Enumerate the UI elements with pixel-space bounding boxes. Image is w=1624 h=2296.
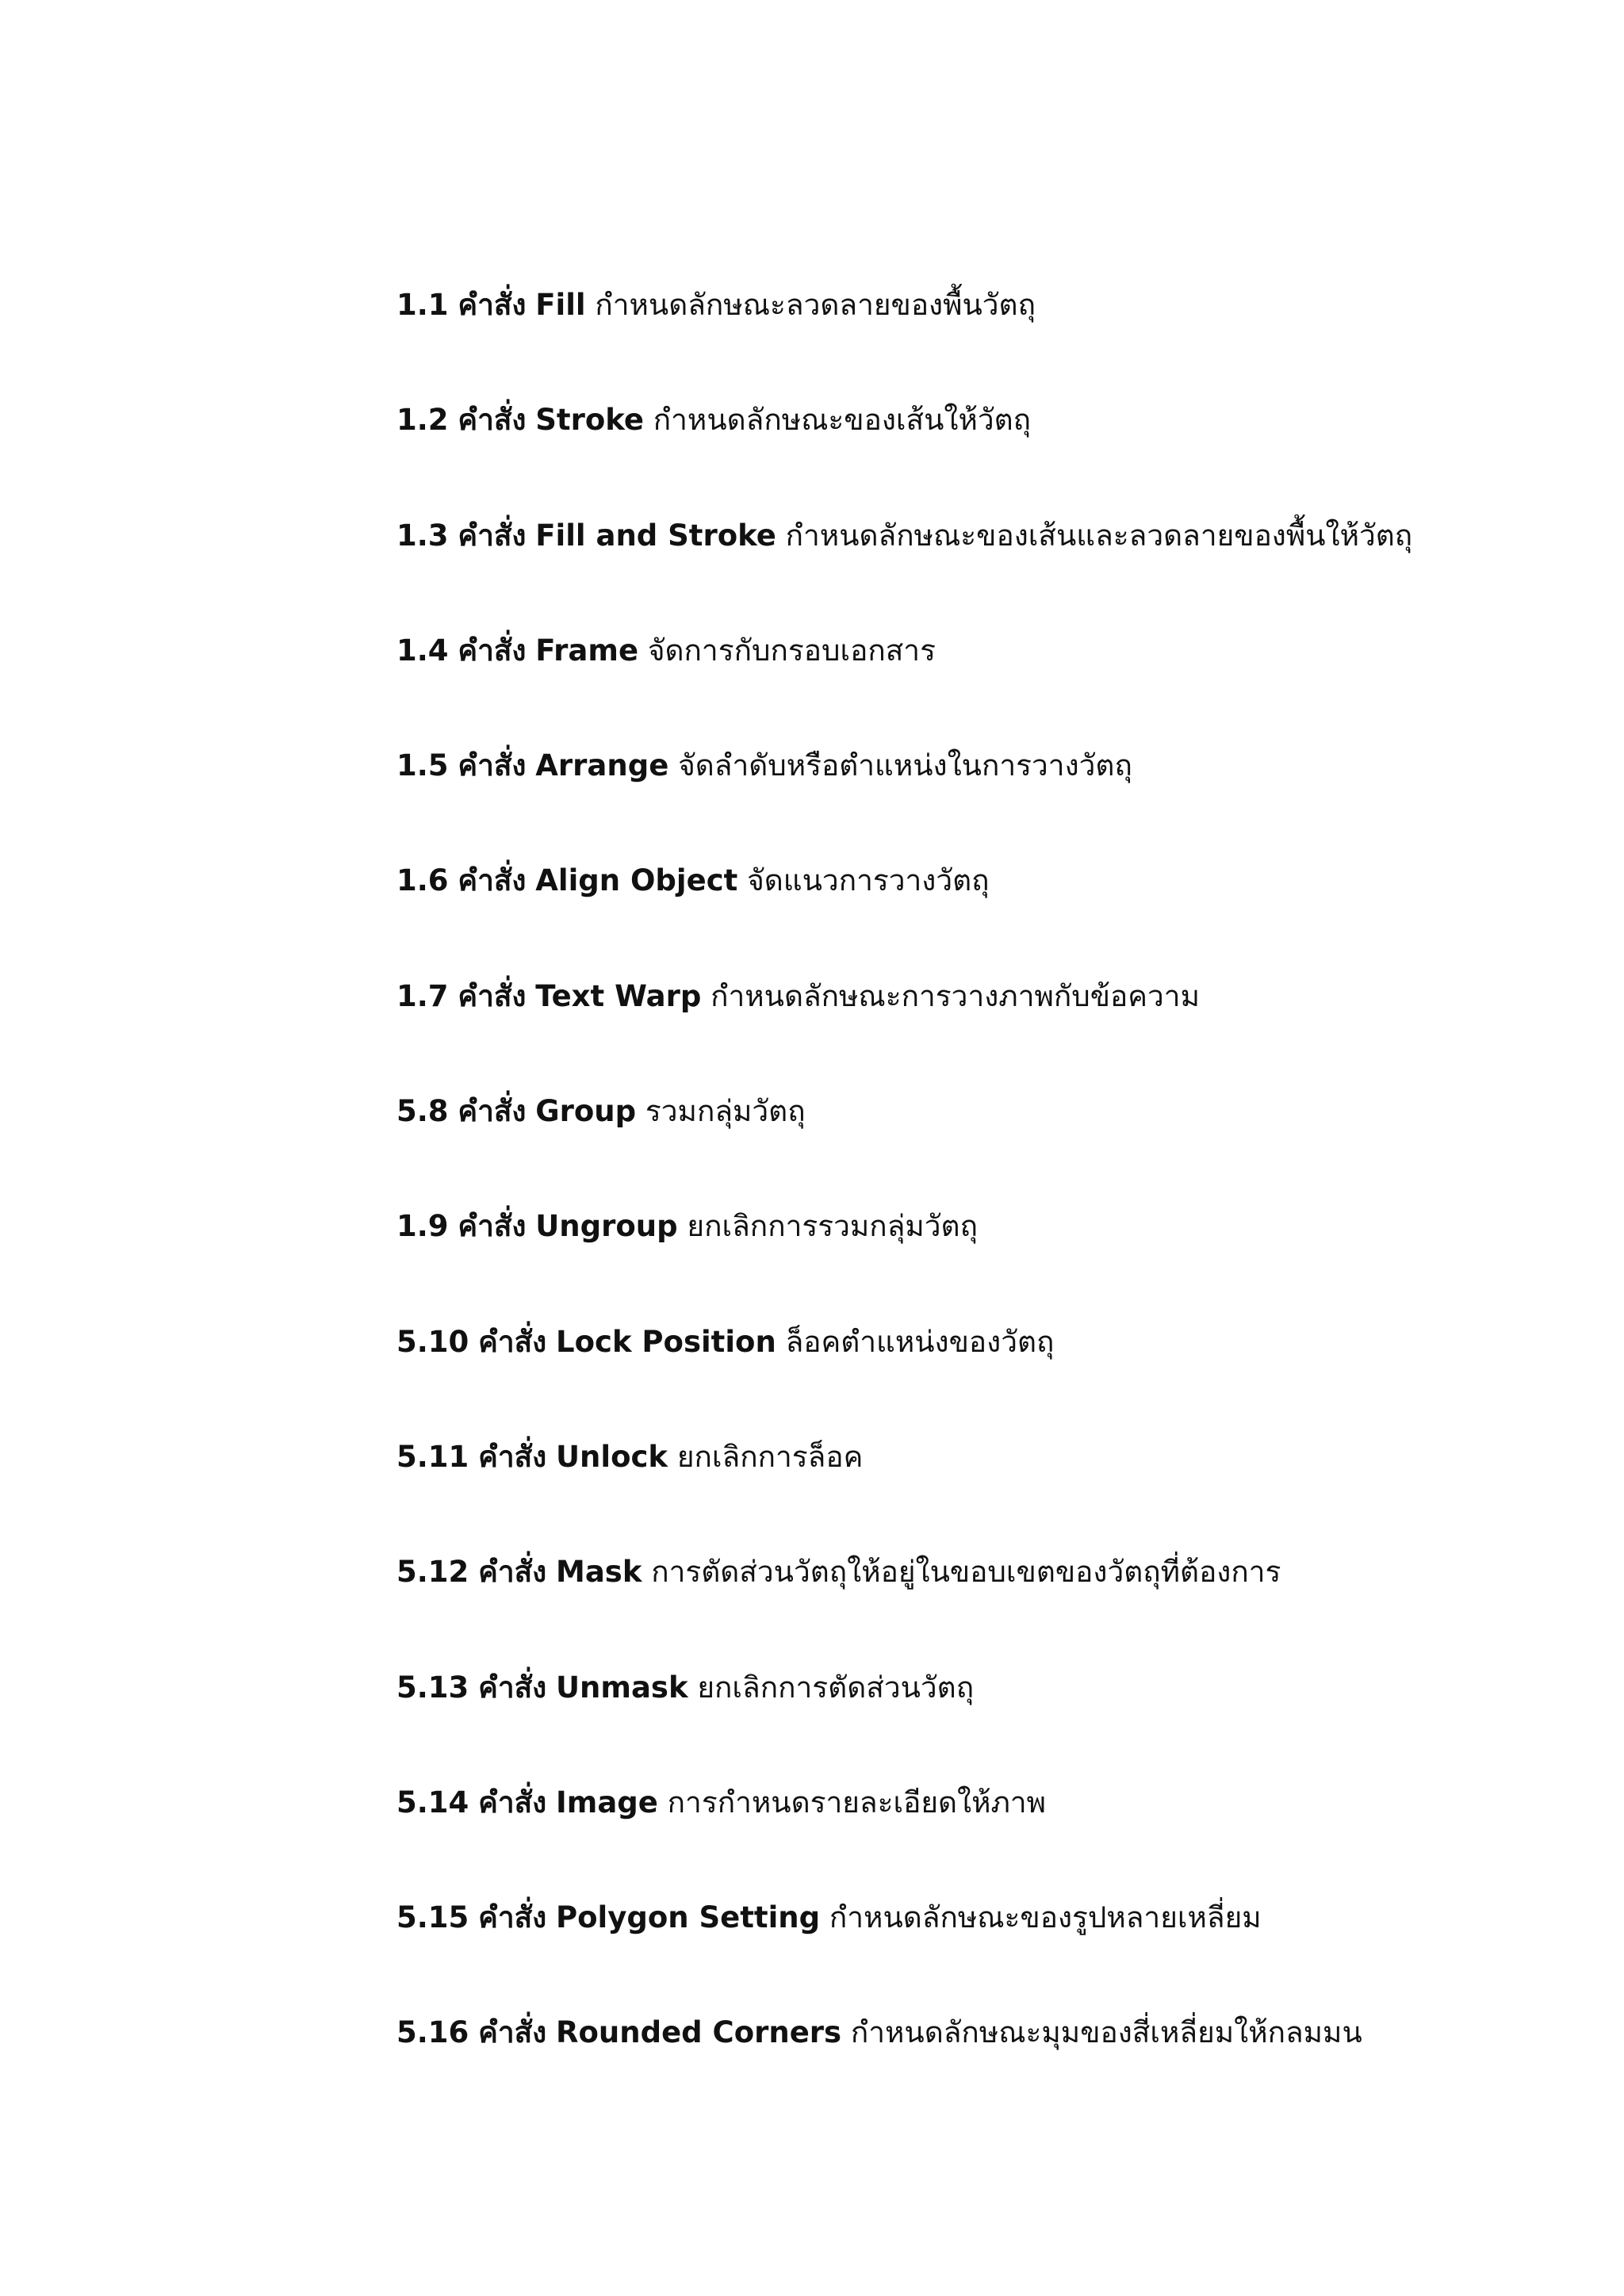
command-keyword: คำสั่ง [458, 863, 527, 898]
command-number: 5.11 [396, 1439, 469, 1474]
command-number: 5.12 [396, 1555, 469, 1590]
command-item-1-5 [396, 742, 1586, 857]
command-keyword: คำสั่ง [458, 518, 527, 553]
command-item-1-3 [396, 512, 1586, 627]
command-keyword: คำสั่ง [458, 288, 527, 322]
command-name: Fill [535, 288, 586, 322]
command-description: กำหนดลักษณะของรูปหลายเหลี่ยม [829, 1900, 1262, 1935]
command-number: 5.10 [396, 1324, 469, 1359]
command-number: 1.9 [396, 1209, 449, 1244]
command-keyword: คำสั่ง [478, 1555, 547, 1590]
command-item-1-4 [396, 627, 1586, 742]
command-item-5-10 [396, 1318, 1586, 1433]
command-number: 5.15 [396, 1900, 469, 1935]
command-item-5-11 [396, 1433, 1586, 1548]
command-name: Stroke [535, 403, 644, 438]
command-description: รวมกลุ่มวัตถุ [645, 1094, 806, 1129]
command-name: Frame [535, 633, 639, 668]
command-keyword: คำสั่ง [458, 1209, 527, 1244]
command-keyword: คำสั่ง [478, 1785, 547, 1820]
command-description: กำหนดลักษณะลวดลายของพื้นวัตถุ [595, 288, 1036, 322]
command-item-1-6 [396, 857, 1586, 972]
command-item-1-1 [396, 281, 1586, 396]
command-item-5-8 [396, 1088, 1586, 1203]
command-number: 1.2 [396, 403, 449, 438]
command-description: การตัดส่วนวัตถุให้อยู่ในขอบเขตของวัตถุที่ต้องการ [651, 1555, 1281, 1590]
command-description: ยกเลิกการตัดส่วนวัตถุ [697, 1670, 975, 1705]
command-number: 1.6 [396, 863, 449, 898]
command-description: กำหนดลักษณะมุมของสี่เหลี่ยมให้กลมมน [850, 2015, 1362, 2050]
command-name: Polygon Setting [556, 1900, 821, 1935]
command-keyword: คำสั่ง [458, 1094, 527, 1129]
command-keyword: คำสั่ง [458, 403, 527, 438]
command-keyword: คำสั่ง [458, 748, 527, 783]
command-keyword: คำสั่ง [478, 1900, 547, 1935]
command-keyword: คำสั่ง [478, 1439, 547, 1474]
command-keyword: คำสั่ง [478, 1670, 547, 1705]
command-number: 1.4 [396, 633, 449, 668]
command-name: Unlock [556, 1439, 668, 1474]
command-keyword: คำสั่ง [458, 633, 527, 668]
command-item-5-15 [396, 1894, 1586, 2009]
command-name: Mask [556, 1555, 642, 1590]
command-description: จัดลำดับหรือตำแหน่งในการวางวัตถุ [678, 748, 1132, 783]
command-description: ล็อคตำแหน่งของวัตถุ [785, 1324, 1055, 1359]
command-keyword: คำสั่ง [458, 978, 527, 1013]
command-description: ยกเลิกการล็อค [676, 1439, 864, 1474]
command-name: Arrange [535, 748, 669, 783]
command-number: 5.16 [396, 2015, 469, 2050]
command-number: 1.5 [396, 748, 449, 783]
command-description: การกำหนดรายละเอียดให้ภาพ [667, 1785, 1047, 1820]
command-item-1-7 [396, 973, 1586, 1088]
command-number: 5.14 [396, 1785, 469, 1820]
command-name: Rounded Corners [556, 2015, 842, 2050]
command-description: จัดแนวการวางวัตถุ [747, 863, 990, 898]
command-list [396, 281, 1586, 2125]
command-description: จัดการกับกรอบเอกสาร [647, 633, 936, 668]
command-number: 1.7 [396, 978, 449, 1013]
command-description: ยกเลิกการรวมกลุ่มวัตถุ [687, 1209, 978, 1244]
command-number: 5.8 [396, 1094, 449, 1129]
command-item-1-9 [396, 1203, 1586, 1318]
command-number: 1.1 [396, 288, 449, 322]
command-description: กำหนดลักษณะการวางภาพกับข้อความ [710, 978, 1200, 1013]
command-name: Text Warp [535, 978, 702, 1013]
command-item-5-12 [396, 1548, 1586, 1663]
command-name: Align Object [535, 863, 738, 898]
command-description: กำหนดลักษณะของเส้นและลวดลายของพื้นให้วัตถุ [785, 518, 1413, 553]
command-name: Ungroup [535, 1209, 678, 1244]
command-name: Image [556, 1785, 658, 1820]
command-description: กำหนดลักษณะของเส้นให้วัตถุ [653, 403, 1032, 438]
command-number: 5.13 [396, 1670, 469, 1705]
command-keyword: คำสั่ง [478, 2015, 547, 2050]
command-item-1-2 [396, 396, 1586, 511]
command-name: Unmask [556, 1670, 688, 1705]
command-item-5-13 [396, 1664, 1586, 1779]
command-name: Group [535, 1094, 637, 1129]
command-number: 1.3 [396, 518, 449, 553]
command-item-5-16 [396, 2009, 1586, 2124]
command-name: Lock Position [556, 1324, 776, 1359]
command-item-5-14 [396, 1779, 1586, 1894]
command-name: Fill and Stroke [535, 518, 776, 553]
command-keyword: คำสั่ง [478, 1324, 547, 1359]
